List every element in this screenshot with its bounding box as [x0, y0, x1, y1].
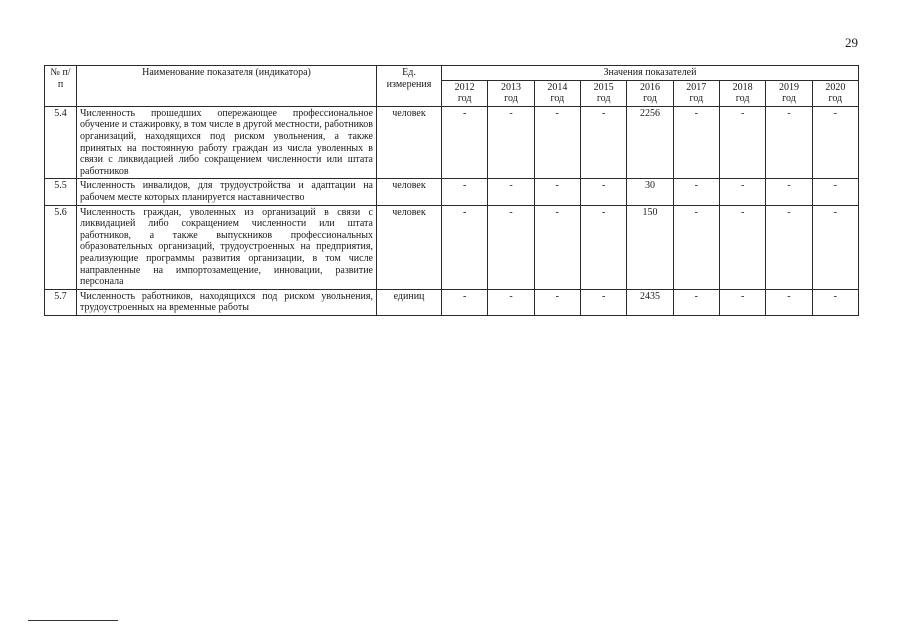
header-unit: Ед. измерения: [377, 66, 442, 107]
header-year-number: 2013: [500, 81, 521, 93]
row-value: -: [812, 205, 858, 289]
footnote-rule: [28, 620, 118, 621]
row-value: -: [673, 289, 719, 315]
row-value: -: [673, 205, 719, 289]
row-value: -: [534, 289, 580, 315]
row-value: -: [488, 205, 534, 289]
row-unit: единиц: [377, 289, 442, 315]
header-year-number: 2019: [778, 81, 799, 93]
row-value: 30: [627, 179, 673, 205]
row-unit: человек: [377, 179, 442, 205]
row-indicator-name: Численность инвалидов, для трудоустройства и адаптации на рабочем месте которых планируется наставничество: [77, 179, 377, 205]
row-value: -: [442, 289, 488, 315]
row-number: 5.6: [45, 205, 77, 289]
table-body: [45, 106, 859, 315]
row-value: 2256: [627, 106, 673, 179]
row-value: -: [719, 205, 765, 289]
row-value: -: [488, 179, 534, 205]
header-year: [442, 80, 488, 106]
row-number: 5.7: [45, 289, 77, 315]
table-row: [45, 179, 859, 205]
header-year-number: 2015: [593, 81, 614, 93]
row-value: -: [766, 289, 812, 315]
row-value: -: [580, 179, 626, 205]
row-value: -: [719, 179, 765, 205]
row-number: 5.4: [45, 106, 77, 179]
row-indicator-name: Численность работников, находящихся под риском увольнения, трудоустроенных на временные работы: [77, 289, 377, 315]
row-value: -: [812, 179, 858, 205]
row-value: -: [580, 289, 626, 315]
table-row: [45, 205, 859, 289]
row-number: 5.5: [45, 179, 77, 205]
row-value: -: [673, 179, 719, 205]
table-row: [45, 289, 859, 315]
header-year: [766, 80, 812, 106]
header-year-number: 2018: [732, 81, 753, 93]
header-year-suffix: год: [550, 93, 565, 105]
header-values: Значения показателей: [442, 66, 859, 81]
row-unit: человек: [377, 205, 442, 289]
row-value: -: [488, 289, 534, 315]
row-value: -: [580, 106, 626, 179]
row-value: -: [766, 205, 812, 289]
header-year-suffix: год: [828, 93, 843, 105]
row-indicator-name: Численность прошедших опережающее профессиональное обучение и стажировку, в том числе в другой местности, работников организаций, находящихся под риском увольнения, а также принятых на постоянную работу граждан из числа уволенных в связи с ликвидацией либо сокращением численности или штата работников: [77, 106, 377, 179]
header-year-suffix: год: [504, 93, 518, 105]
row-value: -: [534, 179, 580, 205]
header-year: [488, 80, 534, 106]
row-value: -: [534, 205, 580, 289]
row-value: -: [766, 179, 812, 205]
header-year: [580, 80, 626, 106]
header-name: Наименование показателя (индикатора): [77, 66, 377, 107]
row-value: -: [766, 106, 812, 179]
row-value: -: [442, 205, 488, 289]
row-value: -: [534, 106, 580, 179]
header-year-number: 2012: [454, 81, 475, 93]
row-indicator-name: Численность граждан, уволенных из организаций в связи с ликвидацией либо сокращением численности или штата работников, а также выпускников профессиональных образовательных организаций, трудоустроенных на предприятия, реализующие программы развития организации, в том числе направленные на импортозамещение, инновации, развитие персонала: [77, 205, 377, 289]
header-year: [534, 80, 580, 106]
indicators-table: [44, 65, 859, 316]
header-year-number: 2014: [547, 81, 568, 93]
table-row: [45, 106, 859, 179]
row-value: -: [442, 179, 488, 205]
header-year-suffix: год: [735, 93, 750, 105]
row-value: -: [812, 289, 858, 315]
header-year-suffix: год: [689, 93, 704, 105]
row-value: -: [719, 289, 765, 315]
header-year-number: 2016: [639, 81, 660, 93]
row-value: -: [488, 106, 534, 179]
header-year: [812, 80, 858, 106]
row-value: -: [580, 205, 626, 289]
row-value: -: [442, 106, 488, 179]
row-value: -: [812, 106, 858, 179]
header-year-suffix: год: [643, 93, 657, 105]
row-value: 150: [627, 205, 673, 289]
header-year-suffix: год: [782, 93, 796, 105]
row-value: 2435: [627, 289, 673, 315]
page-number: 29: [845, 35, 858, 50]
header-year: [719, 80, 765, 106]
row-value: -: [673, 106, 719, 179]
row-unit: человек: [377, 106, 442, 179]
header-year: [627, 80, 673, 106]
header-year-suffix: год: [596, 93, 611, 105]
header-year: [673, 80, 719, 106]
header-year-suffix: год: [457, 93, 472, 105]
table-header: [45, 66, 859, 107]
row-value: -: [719, 106, 765, 179]
header-num: № п/п: [45, 66, 77, 107]
header-year-number: 2020: [825, 81, 846, 93]
header-year-number: 2017: [686, 81, 707, 93]
